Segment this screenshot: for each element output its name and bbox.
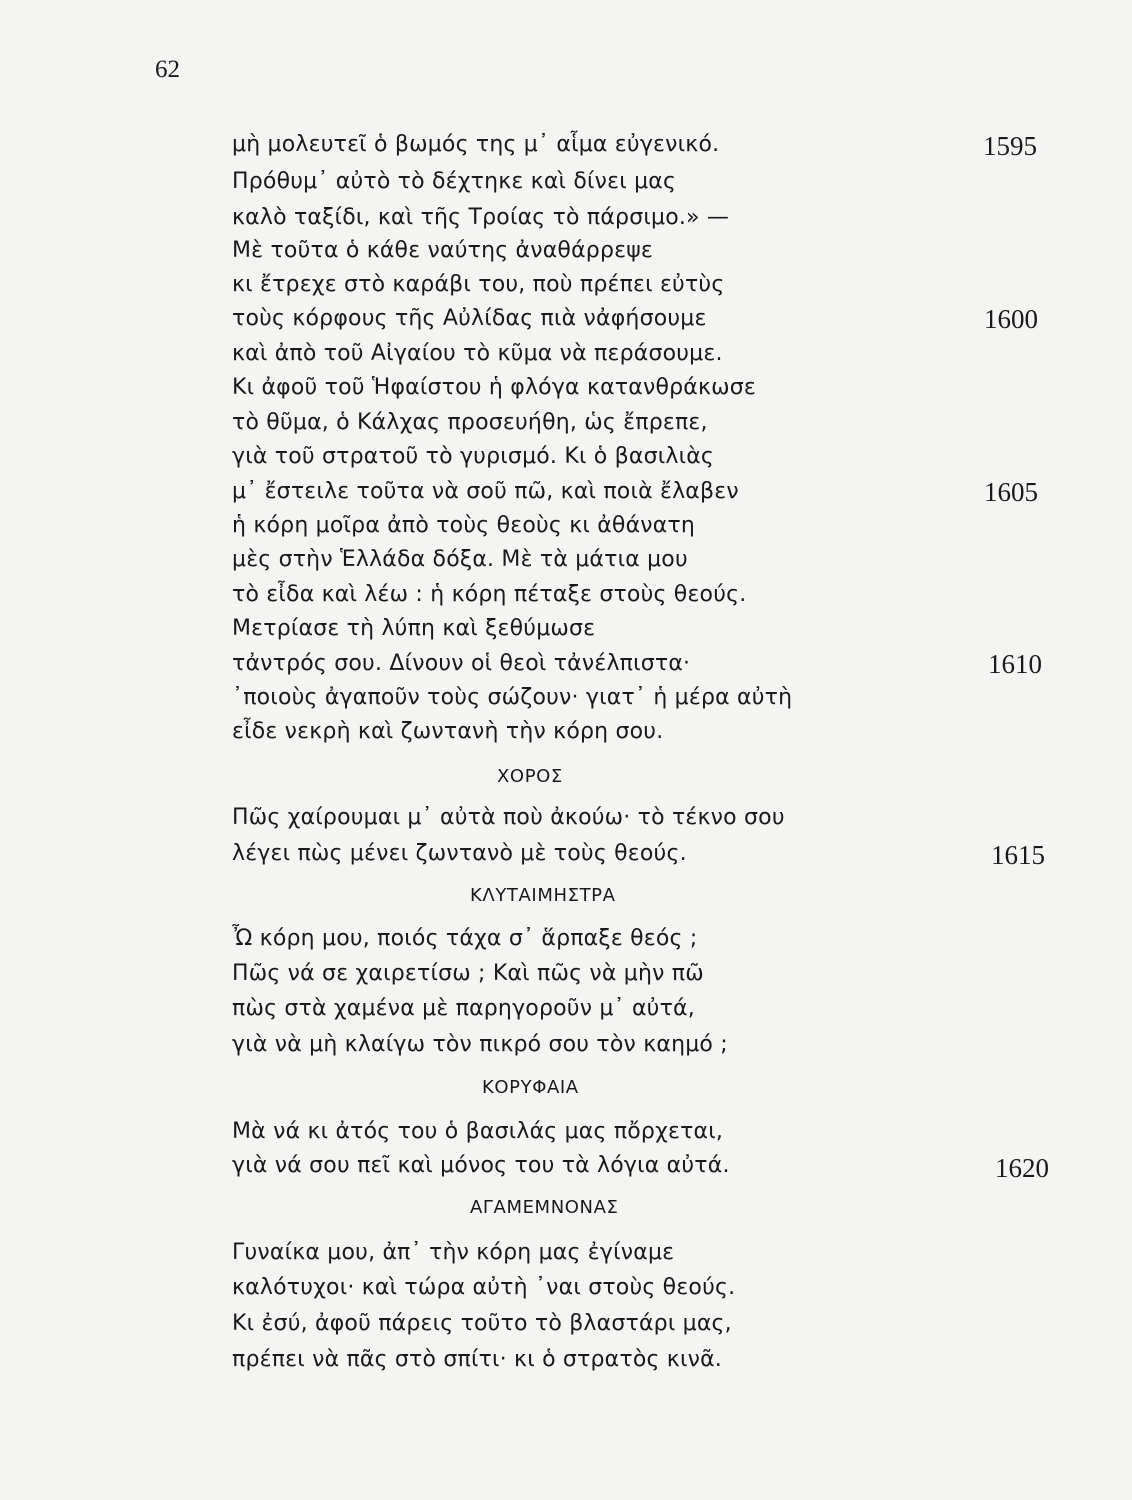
verse-line: καλὸ ταξίδι, καὶ τῆς Τροίας τὸ πάρσιμο.» — xyxy=(232,205,730,230)
line-number-1595: 1595 xyxy=(983,131,1037,161)
verse-line: λέγει πὼς μένει ζωντανὸ μὲ τοὺς θεούς. xyxy=(232,841,687,866)
verse-line: πρέπει νὰ πᾶς στὸ σπίτι· κι ὁ στρατὸς κινᾶ. xyxy=(232,1347,722,1372)
verse-line: τὸ θῦμα, ὁ Κάλχας προσευήθη, ὡς ἔπρεπε, xyxy=(232,410,708,435)
speaker-heading-klytaimnistra: ΚΛΥΤΑΙΜΗΣΤΡΑ xyxy=(470,885,616,906)
verse-line: γιὰ τοῦ στρατοῦ τὸ γυρισμό. Κι ὁ βασιλιὰς xyxy=(232,444,715,469)
verse-line: μ᾽ ἔστειλε τοῦτα νὰ σοῦ πῶ, καὶ ποιὰ ἔλαβεν xyxy=(232,479,739,504)
verse-line: Μετρίασε τὴ λύπη καὶ ξεθύμωσε xyxy=(232,616,596,641)
verse-line: μὴ μολευτεῖ ὁ βωμός της μ᾽ αἷμα εὐγενικό. xyxy=(232,132,720,157)
line-number-1610: 1610 xyxy=(988,649,1042,679)
verse-line: Μὰ νά κι ἀτός του ὁ βασιλάς μας πὄρχεται, xyxy=(232,1119,724,1144)
verse-line: Μὲ τοῦτα ὁ κάθε ναύτης ἀναθάρρεψε xyxy=(232,238,654,263)
verse-line: κι ἔτρεχε στὸ καράβι του, ποὺ πρέπει εὐτὺς xyxy=(232,272,725,297)
verse-line: γιὰ νά σου πεῖ καὶ μόνος του τὰ λόγια αὐτά. xyxy=(232,1153,730,1178)
line-number-1600: 1600 xyxy=(984,304,1038,334)
page-number: 62 xyxy=(155,56,180,83)
verse-line: καλότυχοι· καὶ τώρα αὐτὴ ᾽ναι στοὺς θεούς. xyxy=(232,1275,736,1300)
verse-line: γιὰ νὰ μὴ κλαίγω τὸν πικρό σου τὸν καημό ; xyxy=(232,1032,728,1057)
speaker-heading-agamemnonas: ΑΓΑΜΕΜΝΟΝΑΣ xyxy=(470,1197,619,1218)
verse-line: τὸ εἶδα καὶ λέω : ἡ κόρη πέταξε στοὺς θεούς. xyxy=(232,582,747,607)
speaker-heading-koryfaia: ΚΟΡΥΦΑΙΑ xyxy=(482,1077,579,1098)
verse-line: Γυναίκα μου, ἀπ᾽ τὴν κόρη μας ἐγίναμε xyxy=(232,1240,675,1265)
verse-line: τἀντρός σου. Δίνουν οἱ θεοὶ τἀνέλπιστα· xyxy=(232,651,691,676)
line-number-1620: 1620 xyxy=(995,1153,1049,1183)
verse-line: Κι ἀφοῦ τοῦ Ἡφαίστου ἡ φλόγα κατανθράκωσε xyxy=(232,375,756,400)
verse-line: ᾽ποιοὺς ἀγαποῦν τοὺς σώζουν· γιατ᾽ ἡ μέρα αὐτὴ xyxy=(232,685,793,710)
verse-line: καὶ ἀπὸ τοῦ Αἰγαίου τὸ κῦμα νὰ περάσουμε. xyxy=(232,341,723,366)
line-number-1605: 1605 xyxy=(984,477,1038,507)
verse-line: Πρόθυμ᾽ αὐτὸ τὸ δέχτηκε καὶ δίνει μας xyxy=(232,169,677,194)
verse-line: Πῶς χαίρουμαι μ᾽ αὐτὰ ποὺ ἀκούω· τὸ τέκνο σου xyxy=(232,805,785,830)
verse-line: εἶδε νεκρὴ καὶ ζωντανὴ τὴν κόρη σου. xyxy=(232,719,664,744)
verse-line: μὲς στὴν Ἑλλάδα δόξα. Μὲ τὰ μάτια μου xyxy=(232,547,688,572)
verse-line: Κι ἐσύ, ἀφοῦ πάρεις τοῦτο τὸ βλαστάρι μας, xyxy=(232,1311,732,1336)
verse-line: τοὺς κόρφους τῆς Αὐλίδας πιὰ νἀφήσουμε xyxy=(232,306,707,331)
speaker-heading-choros: ΧΟΡΟΣ xyxy=(497,766,563,787)
verse-line: Ὦ κόρη μου, ποιός τάχα σ᾽ ἅρπαξε θεός ; xyxy=(232,926,698,951)
verse-line: Πῶς νά σε χαιρετίσω ; Καὶ πῶς νὰ μὴν πῶ xyxy=(232,961,704,986)
verse-line: ἡ κόρη μοῖρα ἀπὸ τοὺς θεοὺς κι ἀθάνατη xyxy=(232,513,696,538)
line-number-1615: 1615 xyxy=(991,840,1045,870)
verse-line: πὼς στὰ χαμένα μὲ παρηγοροῦν μ᾽ αὐτά, xyxy=(232,996,695,1021)
